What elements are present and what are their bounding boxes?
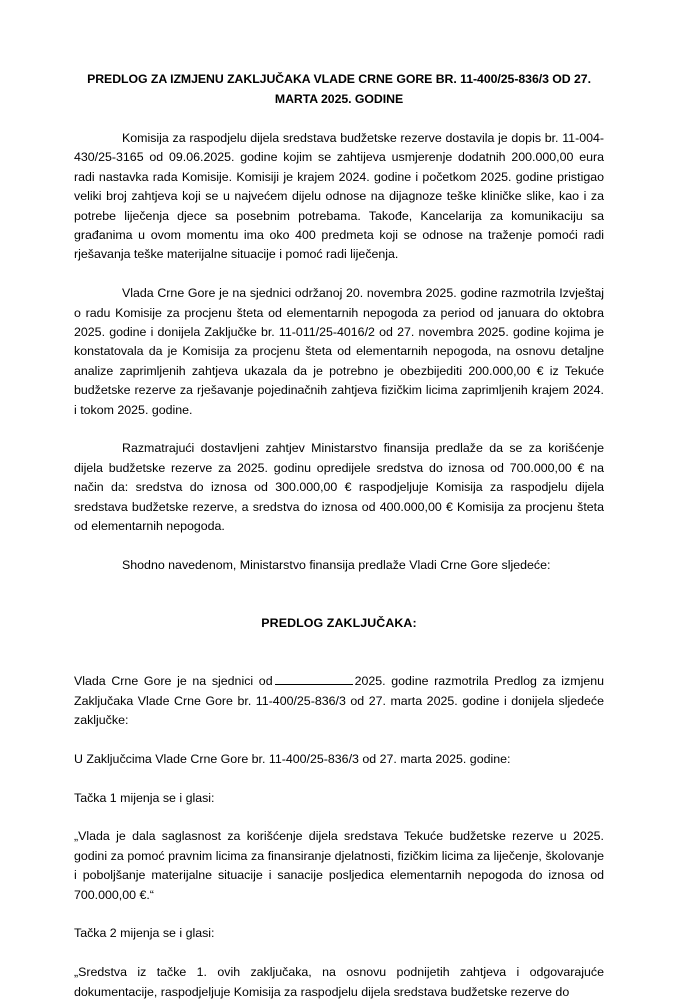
spacer-5 xyxy=(74,595,604,614)
paragraph-session-date-line xyxy=(74,672,604,730)
spacer-1 xyxy=(74,265,604,284)
label-item-1: Tačka 1 mijenja se i glasi: xyxy=(74,790,215,805)
paragraph-item-2-text: „Sredstva iz tačke 1. ovih zaključaka, na osnovu podnijetih zahtjeva i odgovarajuće dokumentacije, raspodjeljuje Komisija za raspodjelu dijela sredstava budžetske rezerve do xyxy=(74,965,604,999)
session-date-blank-field[interactable] xyxy=(275,673,353,685)
session-line-prefix: Vlada Crne Gore je na sjednici od xyxy=(74,674,273,689)
label-item-2: Tačka 2 mijenja se i glasi: xyxy=(74,926,215,941)
spacer-12 xyxy=(74,944,604,963)
paragraph-item-1-text: „Vlada je dala saglasnost za korišćenje dijela sredstava Tekuće budžetske rezerve u 2025. godini za pomoć pravnim licima za finansiranje djelatnosti, fizičkim licima za liječenje, školovanje i poboljšanje materijalne situacije i sanacije posljedica elementarnih nepogoda do iznosa od 700.000,00 €.“ xyxy=(74,829,604,902)
spacer-8 xyxy=(74,730,604,749)
spacer-9 xyxy=(74,769,604,788)
paragraph-commission-request: Komisija za raspodjelu dijela sredstava budžetske rezerve dostavila je dopis br. 11-004-430/25-3165 od 09.06.2025. godine kojim se zahtijeva usmjerenje dodatnih 200.000,00 eura radi nastavka rada Komisije. Komisiji je krajem 2024. godine i početkom 2025. godine pristigao veliki broj zahtjeva koji se u najvećem dijelu odnose na dijagnoze teške kliničke slike, kao i za potrebe liječenja djece sa posebnim potrebama. Takođe, Kancelarija za komunikaciju sa građanima u ovom momentu ima oko 400 predmeta koji se odnose na traženje pomoći radi rješavanja teške materijalne situacije i pomoć radi liječenja. xyxy=(74,131,604,262)
spacer-4 xyxy=(74,575,604,594)
spacer-3 xyxy=(74,537,604,556)
session-line-suffix: 2025. godine razmotrila Predlog za izmjenu Zaključaka Vlade Crne Gore br. 11-400/25-836/3 od 27. marta 2025. godine i donijela sljedeće zaključke: xyxy=(74,674,604,728)
paragraph-reference-line: U Zaključcima Vlade Crne Gore br. 11-400/25-836/3 od 27. marta 2025. godine: xyxy=(74,751,511,766)
spacer-10 xyxy=(74,808,604,827)
spacer-11 xyxy=(74,905,604,924)
spacer-6 xyxy=(74,633,604,652)
spacer-2 xyxy=(74,420,604,439)
document-content xyxy=(74,70,604,1002)
document-title: PREDLOG ZA IZMJENU ZAKLJUČAKA VLADE CRNE GORE BR. 11-400/25-836/3 OD 27. MARTA 2025. GODINE xyxy=(87,72,591,106)
spacer-7 xyxy=(74,653,604,672)
paragraph-closing-statement: Shodno navedenom, Ministarstvo finansija predlaže Vladi Crne Gore sljedeće: xyxy=(122,557,551,572)
paragraph-government-session-report: Vlada Crne Gore je na sjednici održanoj 20. novembra 2025. godine razmotrila Izvještaj o radu Komisije za procjenu šteta od elementarnih nepogoda za period od januara do oktobra 2025. godine i donijela Zaključke br. 11-011/25-4016/2 od 27. novembra 2025. godine kojima je konstatovala da je Komisija za procjenu šteta od elementarnih nepogoda, na osnovu detaljne analize zaprimljenih zahtjeva ukazala da je potrebno je obezbijediti 200.000,00 € iz Tekuće budžetske rezerve za rješavanje pojedinačnih zahtjeva fizičkim licima zaprimljenih krajem 2024. i tokom 2025. godine. xyxy=(74,286,604,417)
conclusions-heading: PREDLOG ZAKLJUČAKA: xyxy=(261,616,417,631)
spacer-after-title xyxy=(74,109,604,129)
paragraph-ministry-proposal: Razmatrajući dostavljeni zahtjev Ministarstvo finansija predlaže da se za korišćenje dijela budžetske rezerve za 2025. godinu opredijele sredstva do iznosa od 700.000,00 € na način da: sredstva do iznosa od 300.000,00 € raspodjeljuje Komisija za raspodjelu dijela sredstava budžetske rezerve, a sredstva do iznosa od 400.000,00 € Komisija za procjenu šteta od elementarnih nepogoda. xyxy=(74,441,604,534)
